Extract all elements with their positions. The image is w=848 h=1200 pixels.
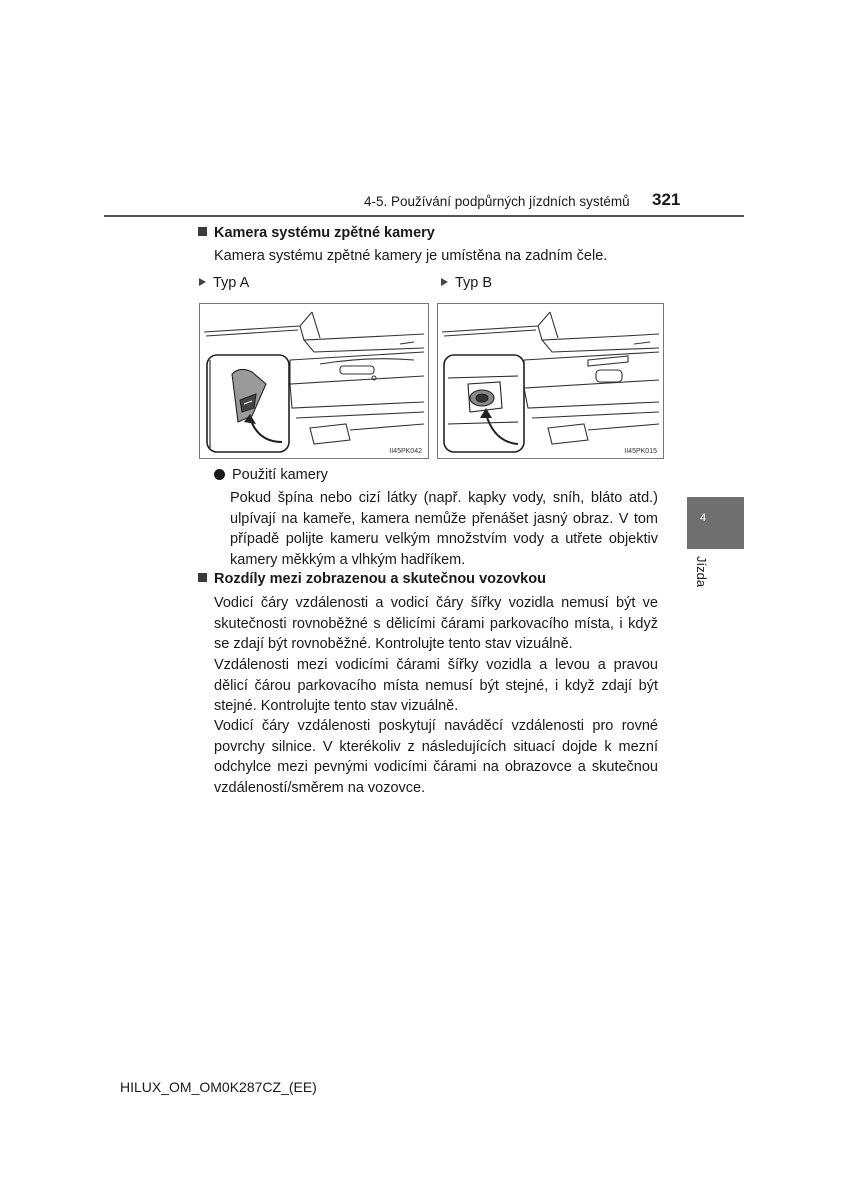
figure-type-a xyxy=(199,303,429,459)
type-b-label xyxy=(441,273,492,294)
difference-heading-text: Rozdíly mezi zobrazenou a skutečnou vozovkou xyxy=(214,571,546,587)
difference-heading xyxy=(198,571,546,587)
type-a-label-text: Typ A xyxy=(213,275,250,291)
usage-text: Pokud špína nebo cizí látky (např. kapky vody, sníh, bláto atd.) ulpívají na kameře, kamera nemůže přenášet jasný obraz. V tom případě polijte kameru velkým množstvím vody a utřete objektiv kamery měkkým a vlhkým hadříkem. xyxy=(230,490,658,568)
difference-paragraph-1: Vodicí čáry vzdálenosti a vodicí čáry šířky vozidla nemusí být ve skutečnosti rovnoběžné s dělicími čárami parkovacího místa, i když se zdají být rovnoběžné. Kontrolujte tento stav vizuálně. xyxy=(214,595,658,652)
figure-a-id: II45PK042 xyxy=(389,448,422,455)
camera-heading xyxy=(198,225,435,241)
camera-heading-text: Kamera systému zpětné kamery xyxy=(214,225,435,241)
square-bullet-icon xyxy=(198,227,207,236)
type-b-label-text: Typ B xyxy=(455,275,493,291)
page-number: 321 xyxy=(652,190,681,209)
footer-code: HILUX_OM_OM0K287CZ_(EE) xyxy=(120,1079,317,1095)
figure-type-b xyxy=(437,303,664,459)
triangle-bullet-icon xyxy=(441,278,448,286)
tailgate-camera-type-a-illustration xyxy=(200,304,428,458)
tailgate-camera-type-b-illustration xyxy=(438,304,663,458)
type-a-label xyxy=(199,273,249,294)
figure-b-id: II45PK015 xyxy=(624,448,657,455)
section-title: 4-5. Používání podpůrných jízdních systémů xyxy=(364,194,630,209)
usage-heading-text: Použití kamery xyxy=(232,467,328,483)
chapter-label: Jízda xyxy=(694,556,709,588)
circle-bullet-icon xyxy=(214,469,225,480)
triangle-bullet-icon xyxy=(199,278,206,286)
difference-paragraph-2: Vzdálenosti mezi vodicími čárami šířky vozidla a levou a pravou dělicí čárou parkovacího místa nemusí být stejné, i když zdají být stejné. Kontrolujte tento stav vizuálně. xyxy=(214,657,658,714)
chapter-tab xyxy=(687,497,744,549)
camera-intro: Kamera systému zpětné kamery je umístěna na zadním čele. xyxy=(214,248,608,264)
square-bullet-icon xyxy=(198,573,207,582)
header-rule xyxy=(104,215,744,217)
usage-heading xyxy=(214,465,328,486)
chapter-number: 4 xyxy=(700,512,707,524)
difference-paragraph-3: Vodicí čáry vzdálenosti poskytují naváděcí vzdálenosti pro rovné povrchy silnice. V kterékoliv z následujících situací dojde k mezní odchylce mezi pevnými vodicími čárami na obrazovce a skutečnou vzdáleností/směrem na vozovce. xyxy=(214,718,658,796)
